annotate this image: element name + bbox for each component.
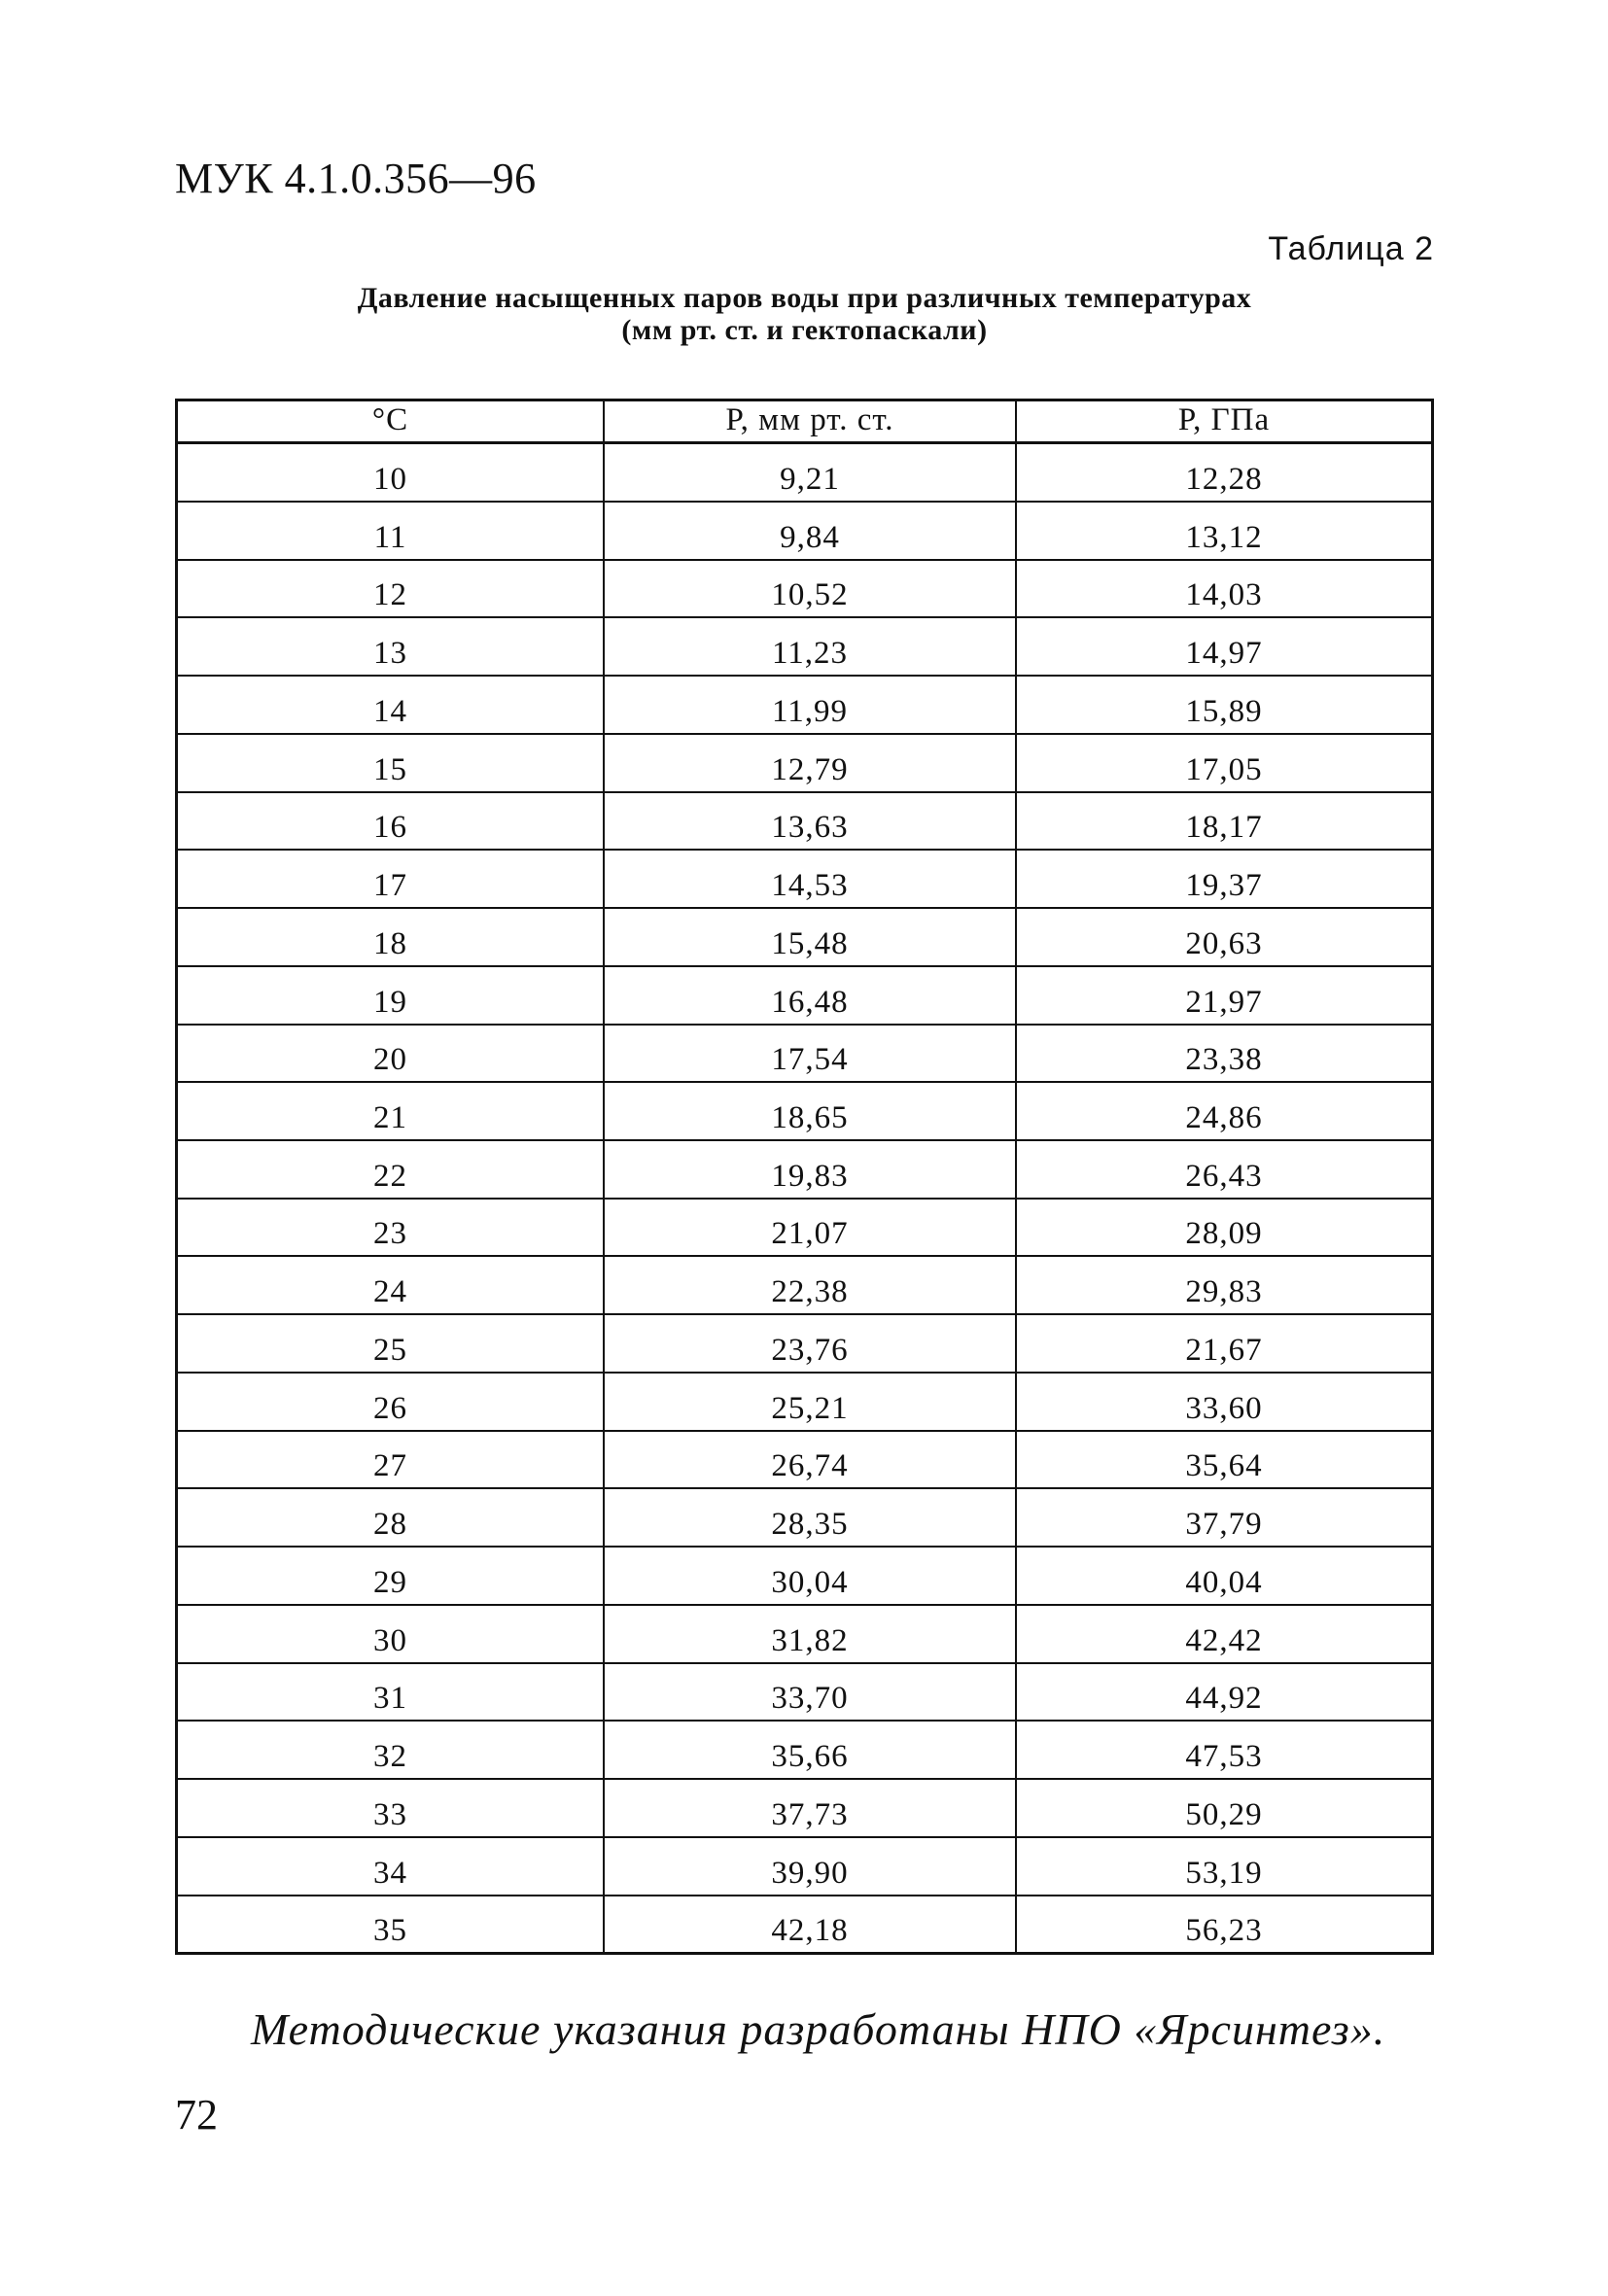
table-row [178, 1488, 1431, 1547]
cell-temperature: 34 [178, 1837, 604, 1896]
cell-pressure-hpa: 33,60 [1016, 1373, 1431, 1431]
cell-pressure-mmhg: 9,84 [604, 502, 1016, 560]
cell-pressure-mmhg: 13,63 [604, 792, 1016, 851]
cell-pressure-mmhg: 15,48 [604, 908, 1016, 966]
cell-temperature: 32 [178, 1721, 604, 1779]
cell-temperature: 15 [178, 734, 604, 792]
caption-line-1: Давление насыщенных паров воды при различных температурах [357, 282, 1252, 314]
cell-pressure-hpa: 42,42 [1016, 1605, 1431, 1663]
cell-temperature: 30 [178, 1605, 604, 1663]
cell-temperature: 13 [178, 617, 604, 676]
cell-pressure-mmhg: 28,35 [604, 1488, 1016, 1547]
table-row [178, 1547, 1431, 1605]
cell-temperature: 28 [178, 1488, 604, 1547]
cell-pressure-mmhg: 21,07 [604, 1199, 1016, 1257]
cell-pressure-mmhg: 17,54 [604, 1025, 1016, 1083]
cell-pressure-hpa: 29,83 [1016, 1256, 1431, 1314]
cell-pressure-mmhg: 9,21 [604, 443, 1016, 502]
cell-pressure-mmhg: 33,70 [604, 1663, 1016, 1722]
cell-temperature: 23 [178, 1199, 604, 1257]
table-row [178, 1605, 1431, 1663]
cell-pressure-hpa: 44,92 [1016, 1663, 1431, 1722]
cell-pressure-mmhg: 37,73 [604, 1779, 1016, 1837]
cell-temperature: 19 [178, 966, 604, 1025]
cell-pressure-mmhg: 19,83 [604, 1140, 1016, 1199]
cell-pressure-mmhg: 25,21 [604, 1373, 1016, 1431]
vapor-pressure-table [178, 401, 1431, 1952]
table-row [178, 792, 1431, 851]
table-row [178, 560, 1431, 618]
table-label: Таблица 2 [1268, 230, 1434, 267]
cell-pressure-hpa: 26,43 [1016, 1140, 1431, 1199]
cell-temperature: 17 [178, 850, 604, 908]
table-row [178, 1373, 1431, 1431]
table-row [178, 1896, 1431, 1952]
cell-temperature: 31 [178, 1663, 604, 1722]
table-caption [175, 282, 1434, 346]
cell-temperature: 20 [178, 1025, 604, 1083]
cell-pressure-hpa: 21,97 [1016, 966, 1431, 1025]
cell-pressure-hpa: 35,64 [1016, 1431, 1431, 1489]
table-row [178, 1082, 1431, 1140]
cell-temperature: 12 [178, 560, 604, 618]
table-row [178, 676, 1431, 734]
cell-pressure-hpa: 50,29 [1016, 1779, 1431, 1837]
header-pressure-hpa: Р, ГПа [1016, 401, 1431, 443]
cell-pressure-hpa: 47,53 [1016, 1721, 1431, 1779]
header-pressure-mmhg: Р, мм рт. ст. [604, 401, 1016, 443]
cell-pressure-mmhg: 18,65 [604, 1082, 1016, 1140]
cell-pressure-hpa: 23,38 [1016, 1025, 1431, 1083]
table-row [178, 1025, 1431, 1083]
document-code: МУК 4.1.0.356—96 [175, 155, 537, 202]
cell-pressure-mmhg: 39,90 [604, 1837, 1016, 1896]
cell-pressure-mmhg: 14,53 [604, 850, 1016, 908]
cell-pressure-hpa: 21,67 [1016, 1314, 1431, 1373]
table-row [178, 1256, 1431, 1314]
cell-temperature: 21 [178, 1082, 604, 1140]
table-row [178, 966, 1431, 1025]
header-temperature: °C [178, 401, 604, 443]
cell-pressure-mmhg: 35,66 [604, 1721, 1016, 1779]
cell-temperature: 26 [178, 1373, 604, 1431]
cell-pressure-hpa: 28,09 [1016, 1199, 1431, 1257]
cell-pressure-mmhg: 16,48 [604, 966, 1016, 1025]
table-row [178, 1663, 1431, 1722]
cell-pressure-hpa: 37,79 [1016, 1488, 1431, 1547]
cell-pressure-hpa: 17,05 [1016, 734, 1431, 792]
cell-pressure-mmhg: 22,38 [604, 1256, 1016, 1314]
cell-pressure-mmhg: 30,04 [604, 1547, 1016, 1605]
cell-temperature: 22 [178, 1140, 604, 1199]
table-row [178, 1779, 1431, 1837]
cell-temperature: 27 [178, 1431, 604, 1489]
table-row [178, 1199, 1431, 1257]
table-row [178, 1721, 1431, 1779]
cell-pressure-hpa: 53,19 [1016, 1837, 1431, 1896]
cell-temperature: 33 [178, 1779, 604, 1837]
cell-temperature: 35 [178, 1896, 604, 1952]
caption-line-2: (мм рт. ст. и гектопаскали) [621, 314, 988, 346]
cell-pressure-hpa: 15,89 [1016, 676, 1431, 734]
cell-pressure-hpa: 13,12 [1016, 502, 1431, 560]
page-number: 72 [175, 2091, 218, 2139]
cell-temperature: 14 [178, 676, 604, 734]
cell-temperature: 29 [178, 1547, 604, 1605]
table-row [178, 1140, 1431, 1199]
table-row [178, 617, 1431, 676]
cell-temperature: 25 [178, 1314, 604, 1373]
table-row [178, 1837, 1431, 1896]
cell-pressure-hpa: 14,97 [1016, 617, 1431, 676]
cell-pressure-mmhg: 11,99 [604, 676, 1016, 734]
cell-temperature: 16 [178, 792, 604, 851]
cell-pressure-mmhg: 10,52 [604, 560, 1016, 618]
cell-pressure-hpa: 56,23 [1016, 1896, 1431, 1952]
table-row [178, 1314, 1431, 1373]
cell-pressure-hpa: 24,86 [1016, 1082, 1431, 1140]
cell-pressure-hpa: 18,17 [1016, 792, 1431, 851]
cell-temperature: 10 [178, 443, 604, 502]
cell-pressure-hpa: 20,63 [1016, 908, 1431, 966]
cell-pressure-hpa: 14,03 [1016, 560, 1431, 618]
cell-pressure-mmhg: 11,23 [604, 617, 1016, 676]
cell-pressure-hpa: 12,28 [1016, 443, 1431, 502]
footer-note: Методические указания разработаны НПО «Ярсинтез». [251, 2004, 1386, 2054]
table-row [178, 850, 1431, 908]
vapor-pressure-table-frame [175, 399, 1434, 1955]
cell-pressure-mmhg: 23,76 [604, 1314, 1016, 1373]
cell-pressure-mmhg: 42,18 [604, 1896, 1016, 1952]
cell-pressure-mmhg: 26,74 [604, 1431, 1016, 1489]
cell-pressure-hpa: 40,04 [1016, 1547, 1431, 1605]
table-row [178, 443, 1431, 502]
cell-temperature: 11 [178, 502, 604, 560]
table-row [178, 734, 1431, 792]
cell-temperature: 18 [178, 908, 604, 966]
table-row [178, 502, 1431, 560]
cell-pressure-mmhg: 31,82 [604, 1605, 1016, 1663]
table-row [178, 1431, 1431, 1489]
cell-pressure-mmhg: 12,79 [604, 734, 1016, 792]
cell-temperature: 24 [178, 1256, 604, 1314]
table-header-row [178, 401, 1431, 443]
table-row [178, 908, 1431, 966]
cell-pressure-hpa: 19,37 [1016, 850, 1431, 908]
table-body [178, 443, 1431, 1953]
